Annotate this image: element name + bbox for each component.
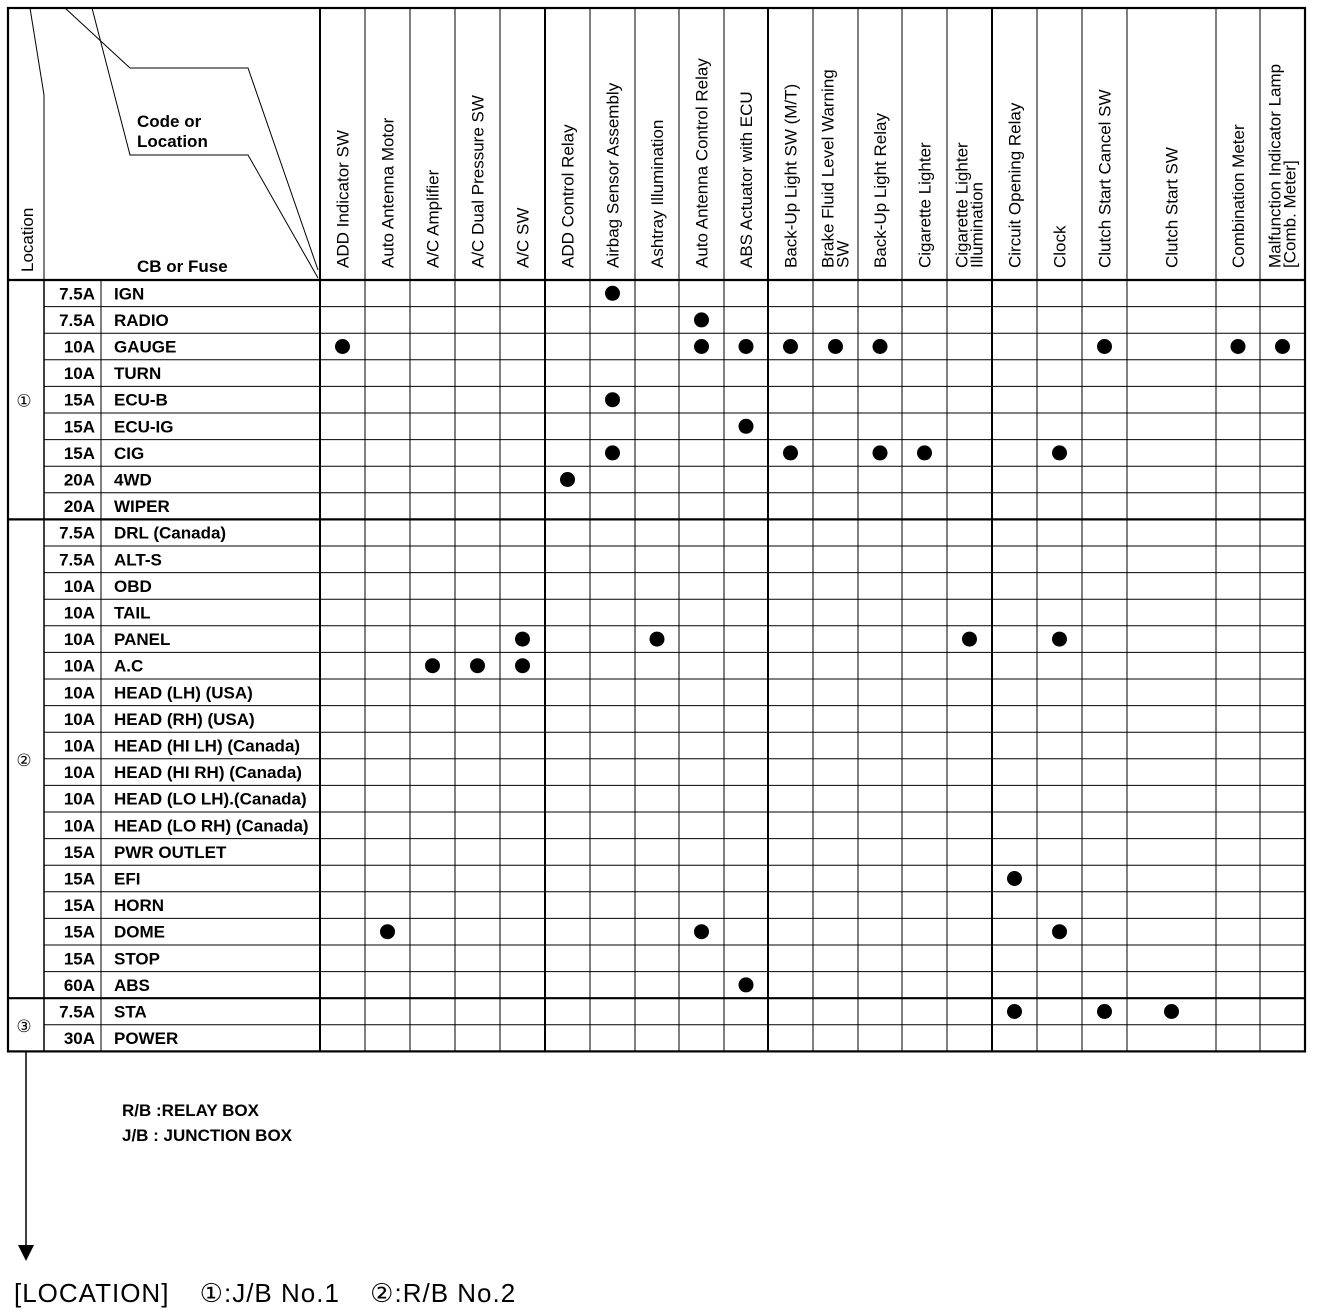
fuse-amperage: 10A [63,656,95,676]
location-footer [14,1278,538,1309]
column-header-label: Clutch Start SW [1162,147,1182,268]
fuse-name: DRL (Canada) [114,523,227,543]
connection-dot [1052,445,1067,460]
footer-prefix: [LOCATION] [14,1278,170,1308]
column-header-label: Auto Antenna Motor [378,117,398,268]
fuse-name: TAIL [114,603,151,623]
legend-relay-box: R/B :RELAY BOX [122,1101,259,1120]
connection-dot [425,658,440,673]
location-arrow-head [18,1245,34,1261]
column-header-label: Malfunction Indicator Lamp [1265,63,1285,268]
connection-dot [1097,1004,1112,1019]
column-header [1229,124,1248,268]
fuse-amperage: 15A [63,922,95,942]
fuse-rows [16,284,308,1048]
fuse-amperage: 10A [63,337,95,357]
column-header-label: Back-Up Light Relay [871,113,890,268]
connection-dot [783,445,798,460]
connection-dot [515,658,530,673]
column-header [469,95,488,268]
fuse-name: STOP [114,949,160,969]
column-header-label-2: [Comb. Meter] [1280,160,1300,268]
fuse-amperage: 15A [63,390,95,410]
fuse-amperage: 20A [63,497,95,517]
connection-dot [380,924,395,939]
column-header [424,169,443,268]
fuse-amperage: 15A [63,896,95,916]
column-header [334,130,353,268]
fuse-name: IGN [114,284,145,304]
fuse-name: PANEL [114,630,171,650]
connection-dot [873,339,888,354]
fuse-name: HEAD (LO LH).(Canada) [114,789,307,809]
connection-dot [1164,1004,1179,1019]
fuse-amperage: 15A [63,869,95,889]
fuse-name: POWER [114,1029,179,1049]
column-header [737,91,756,268]
fuse-amperage: 10A [63,683,95,703]
fuse-name: PWR OUTLET [114,842,227,862]
connection-dot [962,632,977,647]
column-header [871,113,890,268]
column-header-label: Circuit Opening Relay [1005,102,1025,268]
connection-dot [1052,924,1067,939]
column-header [782,84,801,268]
fuse-name: RADIO [114,310,169,330]
column-header-label: Cigarette Lighter [952,142,972,268]
fuse-name: A.C [114,656,144,676]
fuse-amperage: 7.5A [59,284,95,304]
fuse-header: CB or Fuse [137,257,228,276]
column-header-label: ADD Indicator SW [333,130,353,268]
fuse-amperage: 7.5A [59,310,95,330]
connection-dot [694,924,709,939]
fuse-amperage: 10A [63,576,95,596]
column-header [1163,147,1182,268]
connection-dot [739,339,754,354]
column-header [953,142,987,268]
column-header [1266,64,1300,268]
column-header [604,82,623,268]
connection-dot [1052,632,1067,647]
connection-dot [605,286,620,301]
column-header [693,58,712,268]
column-headers [334,58,1300,268]
corner-diagonal [30,8,44,95]
connection-dot [917,445,932,460]
column-header [559,124,578,268]
fuse-amperage: 10A [63,789,95,809]
fuse-amperage: 7.5A [59,523,95,543]
code-label: Code or [137,112,202,131]
footer-location-1: ①:J/B No.1 [199,1278,340,1308]
fuse-amperage: 60A [63,975,95,995]
fuse-name: HEAD (LO RH) (Canada) [114,816,309,836]
column-header-label: Back-Up Light SW (M/T) [781,83,801,268]
connection-dot [694,339,709,354]
column-header [648,120,667,268]
location-symbol: ① [16,391,32,411]
fuse-amperage: 10A [63,603,95,623]
fuse-name: HEAD (RH) (USA) [114,709,255,729]
column-header-label: Airbag Sensor Assembly [603,82,623,268]
fuse-amperage: 20A [63,470,95,490]
column-header-label: ADD Control Relay [558,124,578,268]
connection-dot [1275,339,1290,354]
column-header-label: Clutch Start Cancel SW [1095,89,1115,268]
column-header [1006,102,1025,268]
column-header [1051,225,1070,268]
column-header-label: Combination Meter [1229,124,1248,268]
location-symbol: ② [16,750,32,770]
legend-junction-box: J/B : JUNCTION BOX [122,1126,293,1145]
fuse-amperage: 10A [63,709,95,729]
fuse-name: HEAD (HI LH) (Canada) [114,736,301,756]
fuse-name: CIG [114,443,145,463]
fuse-name: WIPER [114,497,170,517]
fuse-amperage: 10A [63,816,95,836]
fuse-amperage: 15A [63,949,95,969]
fuse-name: HEAD (LH) (USA) [114,683,253,703]
header-corner [18,8,318,280]
fuse-name: TURN [114,364,162,384]
connection-dot [470,658,485,673]
fuse-amperage: 15A [63,443,95,463]
column-header-label: Clock [1050,225,1070,268]
connection-dot [828,339,843,354]
fuse-amperage: 30A [63,1029,95,1049]
fuse-amperage: 10A [63,364,95,384]
fuse-name: ALT-S [114,550,162,570]
fuse-name: ECU-IG [114,417,174,437]
fuse-amperage: 7.5A [59,1002,95,1022]
connection-dot [739,977,754,992]
column-header-label: Auto Antenna Control Relay [692,58,712,268]
footer-location-2: ②:R/B No.2 [370,1278,517,1308]
fuse-name: EFI [114,869,141,889]
connection-dot [1007,871,1022,886]
column-header-label: A/C Dual Pressure SW [468,95,488,268]
fuse-name: OBD [114,576,152,596]
fuse-name: STA [114,1002,147,1022]
connection-dot [1097,339,1112,354]
fuse-name: ABS [114,975,150,995]
location-header: Location [18,207,37,272]
fuse-amperage: 10A [63,630,95,650]
code-label-2: Location [137,132,208,151]
fuse-amperage: 15A [63,417,95,437]
fuse-amperage: 10A [63,736,95,756]
fuse-name: HEAD (HI RH) (Canada) [114,763,302,783]
column-header-label: A/C Amplifier [423,169,443,268]
connection-dot [1007,1004,1022,1019]
connection-dot [605,445,620,460]
fuse-name: DOME [114,922,165,942]
fuse-name: HORN [114,896,165,916]
column-header [1096,89,1115,268]
connection-dot [515,632,530,647]
column-header [379,117,398,268]
column-header [819,69,853,268]
connection-dot [873,445,888,460]
column-header-label: ABS Actuator with ECU [737,91,756,268]
connection-dot [694,312,709,327]
column-header [916,142,935,268]
connection-dot [650,632,665,647]
connection-dot [605,392,620,407]
fuse-name: GAUGE [114,337,177,357]
column-header-label-2: SW [833,240,853,268]
column-header-label: Ashtray Illumination [648,119,667,268]
fuse-name: 4WD [114,470,152,490]
fuse-amperage: 10A [63,763,95,783]
connection-dot [739,419,754,434]
connection-dot [1231,339,1246,354]
connection-dot [560,472,575,487]
location-symbol: ③ [16,1016,32,1036]
column-header-label: A/C SW [513,207,533,268]
fuse-amperage: 15A [63,842,95,862]
fuse-name: ECU-B [114,390,168,410]
column-header-label-2: Illumination [967,182,987,268]
abbreviation-legend [122,1098,292,1148]
column-header-label: Brake Fluid Level Warning [818,69,838,268]
connection-dot [335,339,350,354]
column-header-label: Cigarette Lighter [915,142,935,268]
fuse-amperage: 7.5A [59,550,95,570]
column-header [514,208,533,268]
connection-dot [783,339,798,354]
